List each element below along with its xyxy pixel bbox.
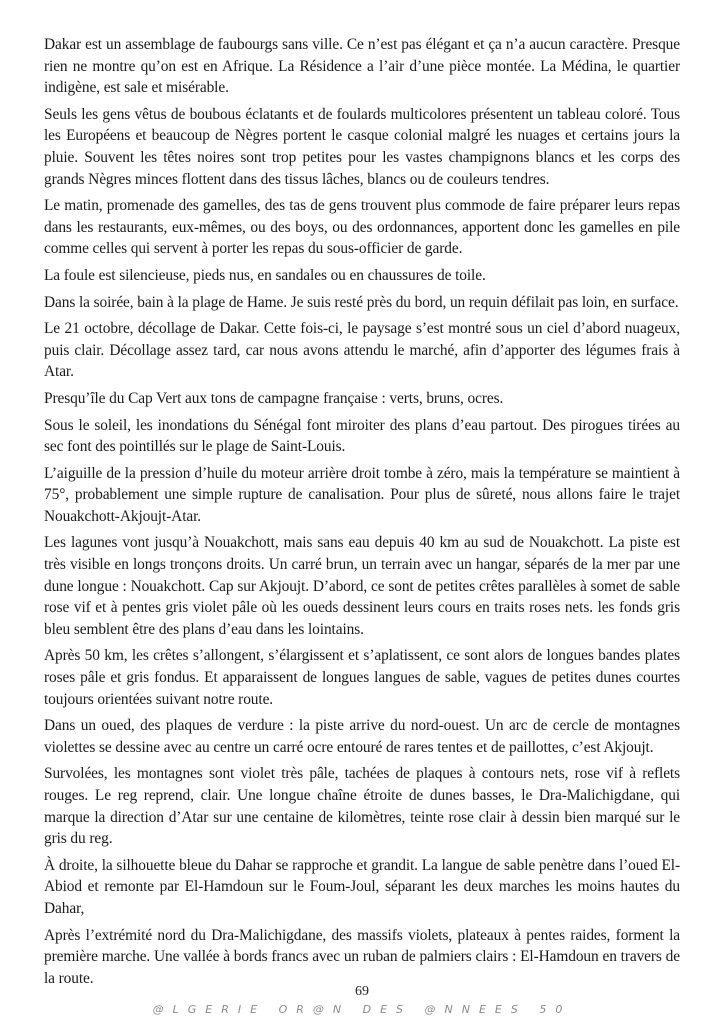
paragraph: À droite, la silhouette bleue du Dahar se rapproche et grandit. La langue de sable penètre dans l’oued El-Abiod et remonte par El-Hamdoun sur le Foum-Joul, séparant les deux marches les moins hautes du Dahar, <box>44 856 680 917</box>
page-number: 69 <box>355 984 369 999</box>
paragraph: L’aiguille de la pression d’huile du moteur arrière droit tombe à zéro, mais la température se maintient à 75°, probablement une simple rupture de canalisation. Pour plus de sûreté, nous allons faire le trajet Nouakchott-Akjoujt-Atar. <box>44 464 680 525</box>
paragraph: Survolées, les montagnes sont violet très pâle, tachées de plaques à contours nets, rose vif à reflets rouges. Le reg reprend, clair. Une longue chaîne étroite de dunes basses, le Dra-Malichigdane, qui marque la direction d’Atar sur une centaine de kilomètres, teinte rose clair à dessin bien marqué sur le gris du reg. <box>44 765 680 848</box>
paragraph: Seuls les gens vêtus de boubous éclatants et de foulards multicolores présentent un tableau coloré. Tous les Européens et beaucoup de Nègres portent le casque colonial malgré les nuages et certains jours la pluie. Souvent les têtes noires sont trop petites pour les vastes champignons blancs et les corps des grands Nègres minces flottent dans des tissus lâches, blancs ou de couleurs tendres. <box>44 105 680 188</box>
paragraph: Dans un oued, des plaques de verdure : la piste arrive du nord-ouest. Un arc de cercle de montagnes violettes se dessine avec au centre un carré ocre entouré de rares tentes et de paillottes, c’est Akjoujt. <box>44 717 680 756</box>
paragraph: Le matin, promenade des gamelles, des tas de gens trouvent plus commode de faire préparer leurs repas dans les restaurants, eux-mêmes, ou des boys, ou des ordonnances, apportent donc les gamelles en pile comme celles qui servent à porter les repas du sous-officier de garde. <box>44 197 680 258</box>
paragraph: Dakar est un assemblage de faubourgs sans ville. Ce n’est pas élégant et ça n’a aucun caractère. Presque rien ne montre qu’on est en Afrique. La Résidence a l’air d’une pièce montée. La Médina, le quartier indigène, est sale et misérable. <box>44 36 680 97</box>
footer-watermark: @LGERIE OR@N DES @NNEES 50 <box>152 1003 572 1016</box>
page-body <box>44 34 680 994</box>
paragraph: Après 50 km, les crêtes s’allongent, s’élargissent et s’aplatissent, ce sont alors de longues bandes plates roses pâle et gris fondus. Et apparaissent de longues langues de sable, vagues de petites dunes courtes toujours orientées suivant notre route. <box>44 647 680 708</box>
paragraph: Dans la soirée, bain à la plage de Hame. Je suis resté près du bord, un requin défilait pas loin, en surface. <box>44 293 679 311</box>
paragraph: Les lagunes vont jusqu’à Nouakchott, mais sans eau depuis 40 km au sud de Nouakchott. La piste est très visible en longs tronçons droits. Un carré brun, un terrain avec un hangar, séparés de la mer par une dune longue : Nouakchott. Cap sur Akjoujt. D’abord, ce sont de petites crêtes parallèles à somet de sable rose vif et à pentes gris violet pâle où les oueds dessinent leurs cours en traits roses nets. les fonds gris bleu semblent être des plans d’eau dans les lointains. <box>44 534 680 638</box>
paragraph: Sous le soleil, les inondations du Sénégal font miroiter des plans d’eau partout. Des pirogues tirées au sec font des pointillés sur le plage de Saint-Louis. <box>44 416 680 456</box>
paragraph: Le 21 octobre, décollage de Dakar. Cette fois-ci, le paysage s’est montré sous un ciel d’abord nuageux, puis clair. Décollage assez tard, car nous avons attendu le marché, afin d’apporter des légumes frais à Atar. <box>44 320 680 381</box>
paragraph: Presqu’île du Cap Vert aux tons de campagne française : verts, bruns, ocres. <box>44 389 504 407</box>
paragraph: Après l’extrémité nord du Dra-Malichigdane, des massifs violets, plateaux à pentes raides, forment la première marche. Une vallée à bords francs avec un ruban de palmiers clairs : El-Hamdoun en travers de la route. <box>44 926 680 987</box>
paragraph: La foule est silencieuse, pieds nus, en sandales ou en chaussures de toile. <box>44 266 486 284</box>
